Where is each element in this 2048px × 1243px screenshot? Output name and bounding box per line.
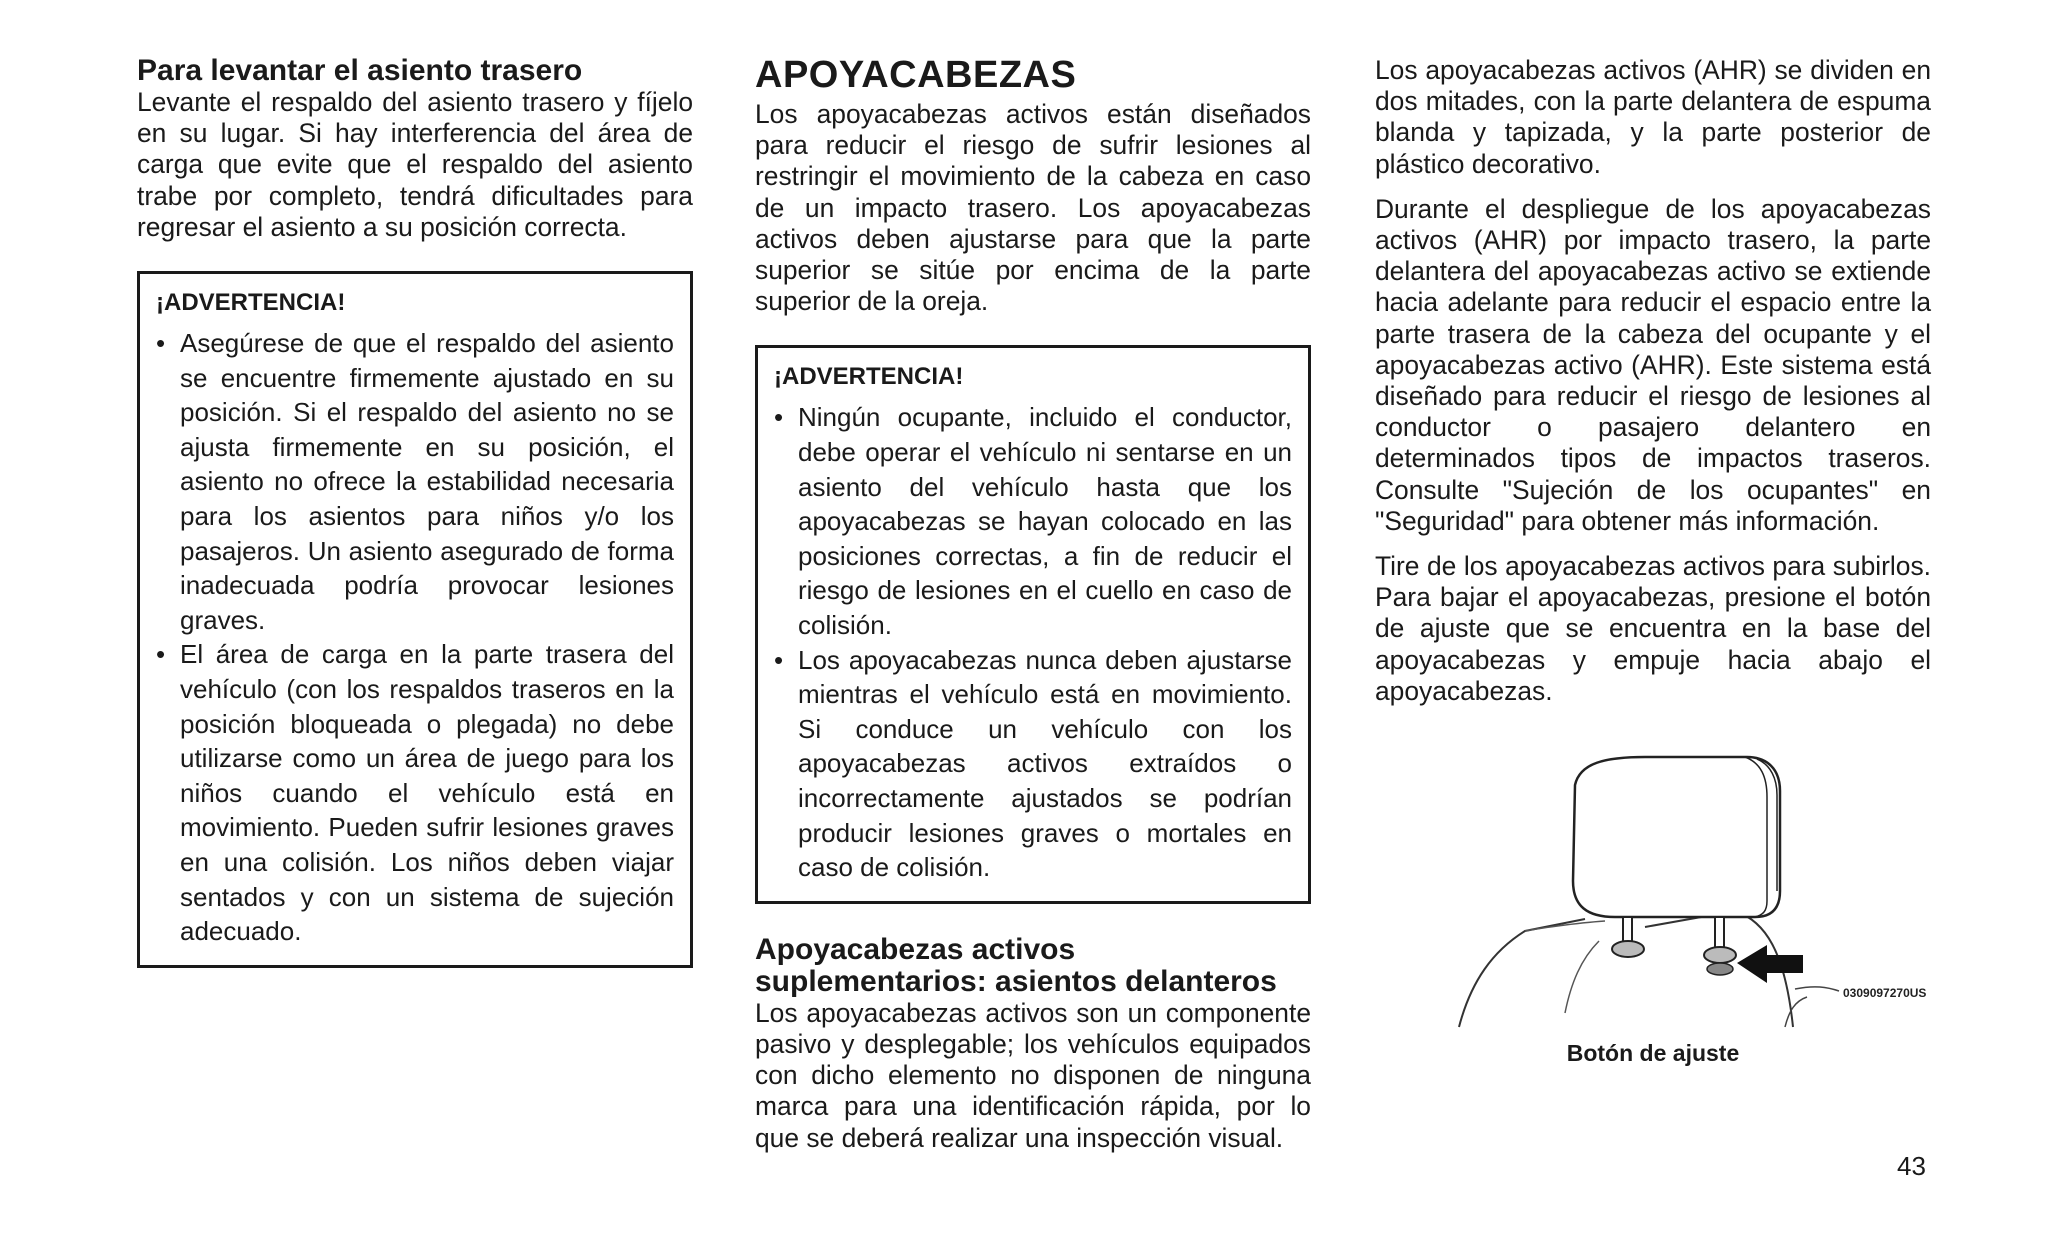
headrest-illustration — [1375, 751, 1931, 1031]
figure-code: 0309097270US — [1843, 986, 1927, 1001]
page-number: 43 — [1897, 1151, 1926, 1181]
bullet-icon: • — [156, 639, 166, 670]
warning-list — [156, 326, 674, 949]
subsection-body: Los apoyacabezas activos son un componente pasivo y desplegable; los vehículos equipados con dicho elemento no disponen de ninguna marca para una identificación rápida, por lo que se deberá realizar una inspección visual. — [755, 997, 1311, 1153]
warning-box — [755, 345, 1311, 903]
headrest-figure — [1375, 751, 1931, 1071]
middle-column — [755, 55, 1311, 1154]
warning-item: • El área de carga en la parte trasera del vehículo (con los respaldos traseros en la posición bloqueada o plegada) no debe utilizarse como un área de juego para los niños cuando el vehículo está en movimiento. Pueden sufrir lesiones graves en una colisión. Los niños deben viajar sentados y con un sistema de sujeción adecuado. — [156, 639, 674, 947]
intro-paragraph: Los apoyacabezas activos están diseñados para reducir el riesgo de sufrir lesiones al restringir el movimiento de la cabeza en caso de un impacto trasero. Los apoyacabezas activos deben ajustarse para que la parte superior se sitúe por encima de la parte superior de la oreja. — [755, 99, 1311, 317]
left-column — [137, 55, 693, 968]
paragraph: Tire de los apoyacabezas activos para subirlos. Para bajar el apoyacabezas, presione el botón de ajuste que se encuentra en la base del apoyacabezas y empuje hacia abajo el apoyacabezas. — [1375, 551, 1931, 706]
chapter-title: APOYACABEZAS — [755, 54, 1077, 96]
paragraph: Durante el despliegue de los apoyacabezas activos (AHR) por impacto trasero, la parte delantera del apoyacabezas activo se extiende hacia adelante para reducir el espacio entre la parte trasera de la cabeza del ocupante y el apoyacabezas activo (AHR). Este sistema está diseñado para reducir el riesgo de lesiones al conductor o pasajero delantero en determinados tipos de impactos traseros. Consulte "Sujeción de los ocupantes" en "Seguridad" para obtener más información. — [1375, 193, 1931, 536]
warning-title: ¡ADVERTENCIA! — [156, 289, 346, 317]
warning-box — [137, 271, 693, 968]
warning-item: • Los apoyacabezas nunca deben ajustarse mientras el vehículo está en movimiento. Si conduce un vehículo con los apoyacabezas activos extraídos o incorrectamente ajustados se podrían producir lesiones graves o mortales en caso de colisión. — [774, 644, 1292, 883]
subsection-heading: Apoyacabezas activos suplementarios: asientos delanteros — [755, 932, 1277, 998]
right-column — [1375, 55, 1931, 1071]
warning-title: ¡ADVERTENCIA! — [774, 363, 964, 391]
paragraph: Los apoyacabezas activos (AHR) se dividen en dos mitades, con la parte delantera de espuma blanda y tapizada, y la parte posterior de plástico decorativo. — [1375, 55, 1931, 179]
bullet-icon: • — [156, 328, 166, 359]
warning-item: • Asegúrese de que el respaldo del asiento se encuentre firmemente ajustado en su posición. Si el respaldo del asiento no se ajusta firmemente en su posición, el asiento no ofrece la estabilidad necesaria para los asientos para niños y/o los pasajeros. Un asiento asegurado de forma inadecuada podría provocar lesiones graves. — [156, 328, 674, 635]
bullet-icon: • — [774, 402, 784, 433]
warning-list — [774, 400, 1292, 884]
figure-caption: Botón de ajuste — [1566, 1040, 1740, 1067]
bullet-icon: • — [774, 644, 784, 675]
section-heading: Para levantar el asiento trasero — [137, 54, 583, 87]
warning-item: • Ningún ocupante, incluido el conductor, debe operar el vehículo ni sentarse en un asiento del vehículo hasta que los apoyacabezas se hayan colocado en las posiciones correctas, a fin de reducir el riesgo de lesiones en el cuello en caso de colisión. — [774, 402, 1292, 640]
section-body: Levante el respaldo del asiento trasero y fíjelo en su lugar. Si hay interferencia del área de carga que evite que el respaldo del asiento trabe por completo, tendrá dificultades para regresar el asiento a su posición correcta. — [137, 87, 693, 242]
